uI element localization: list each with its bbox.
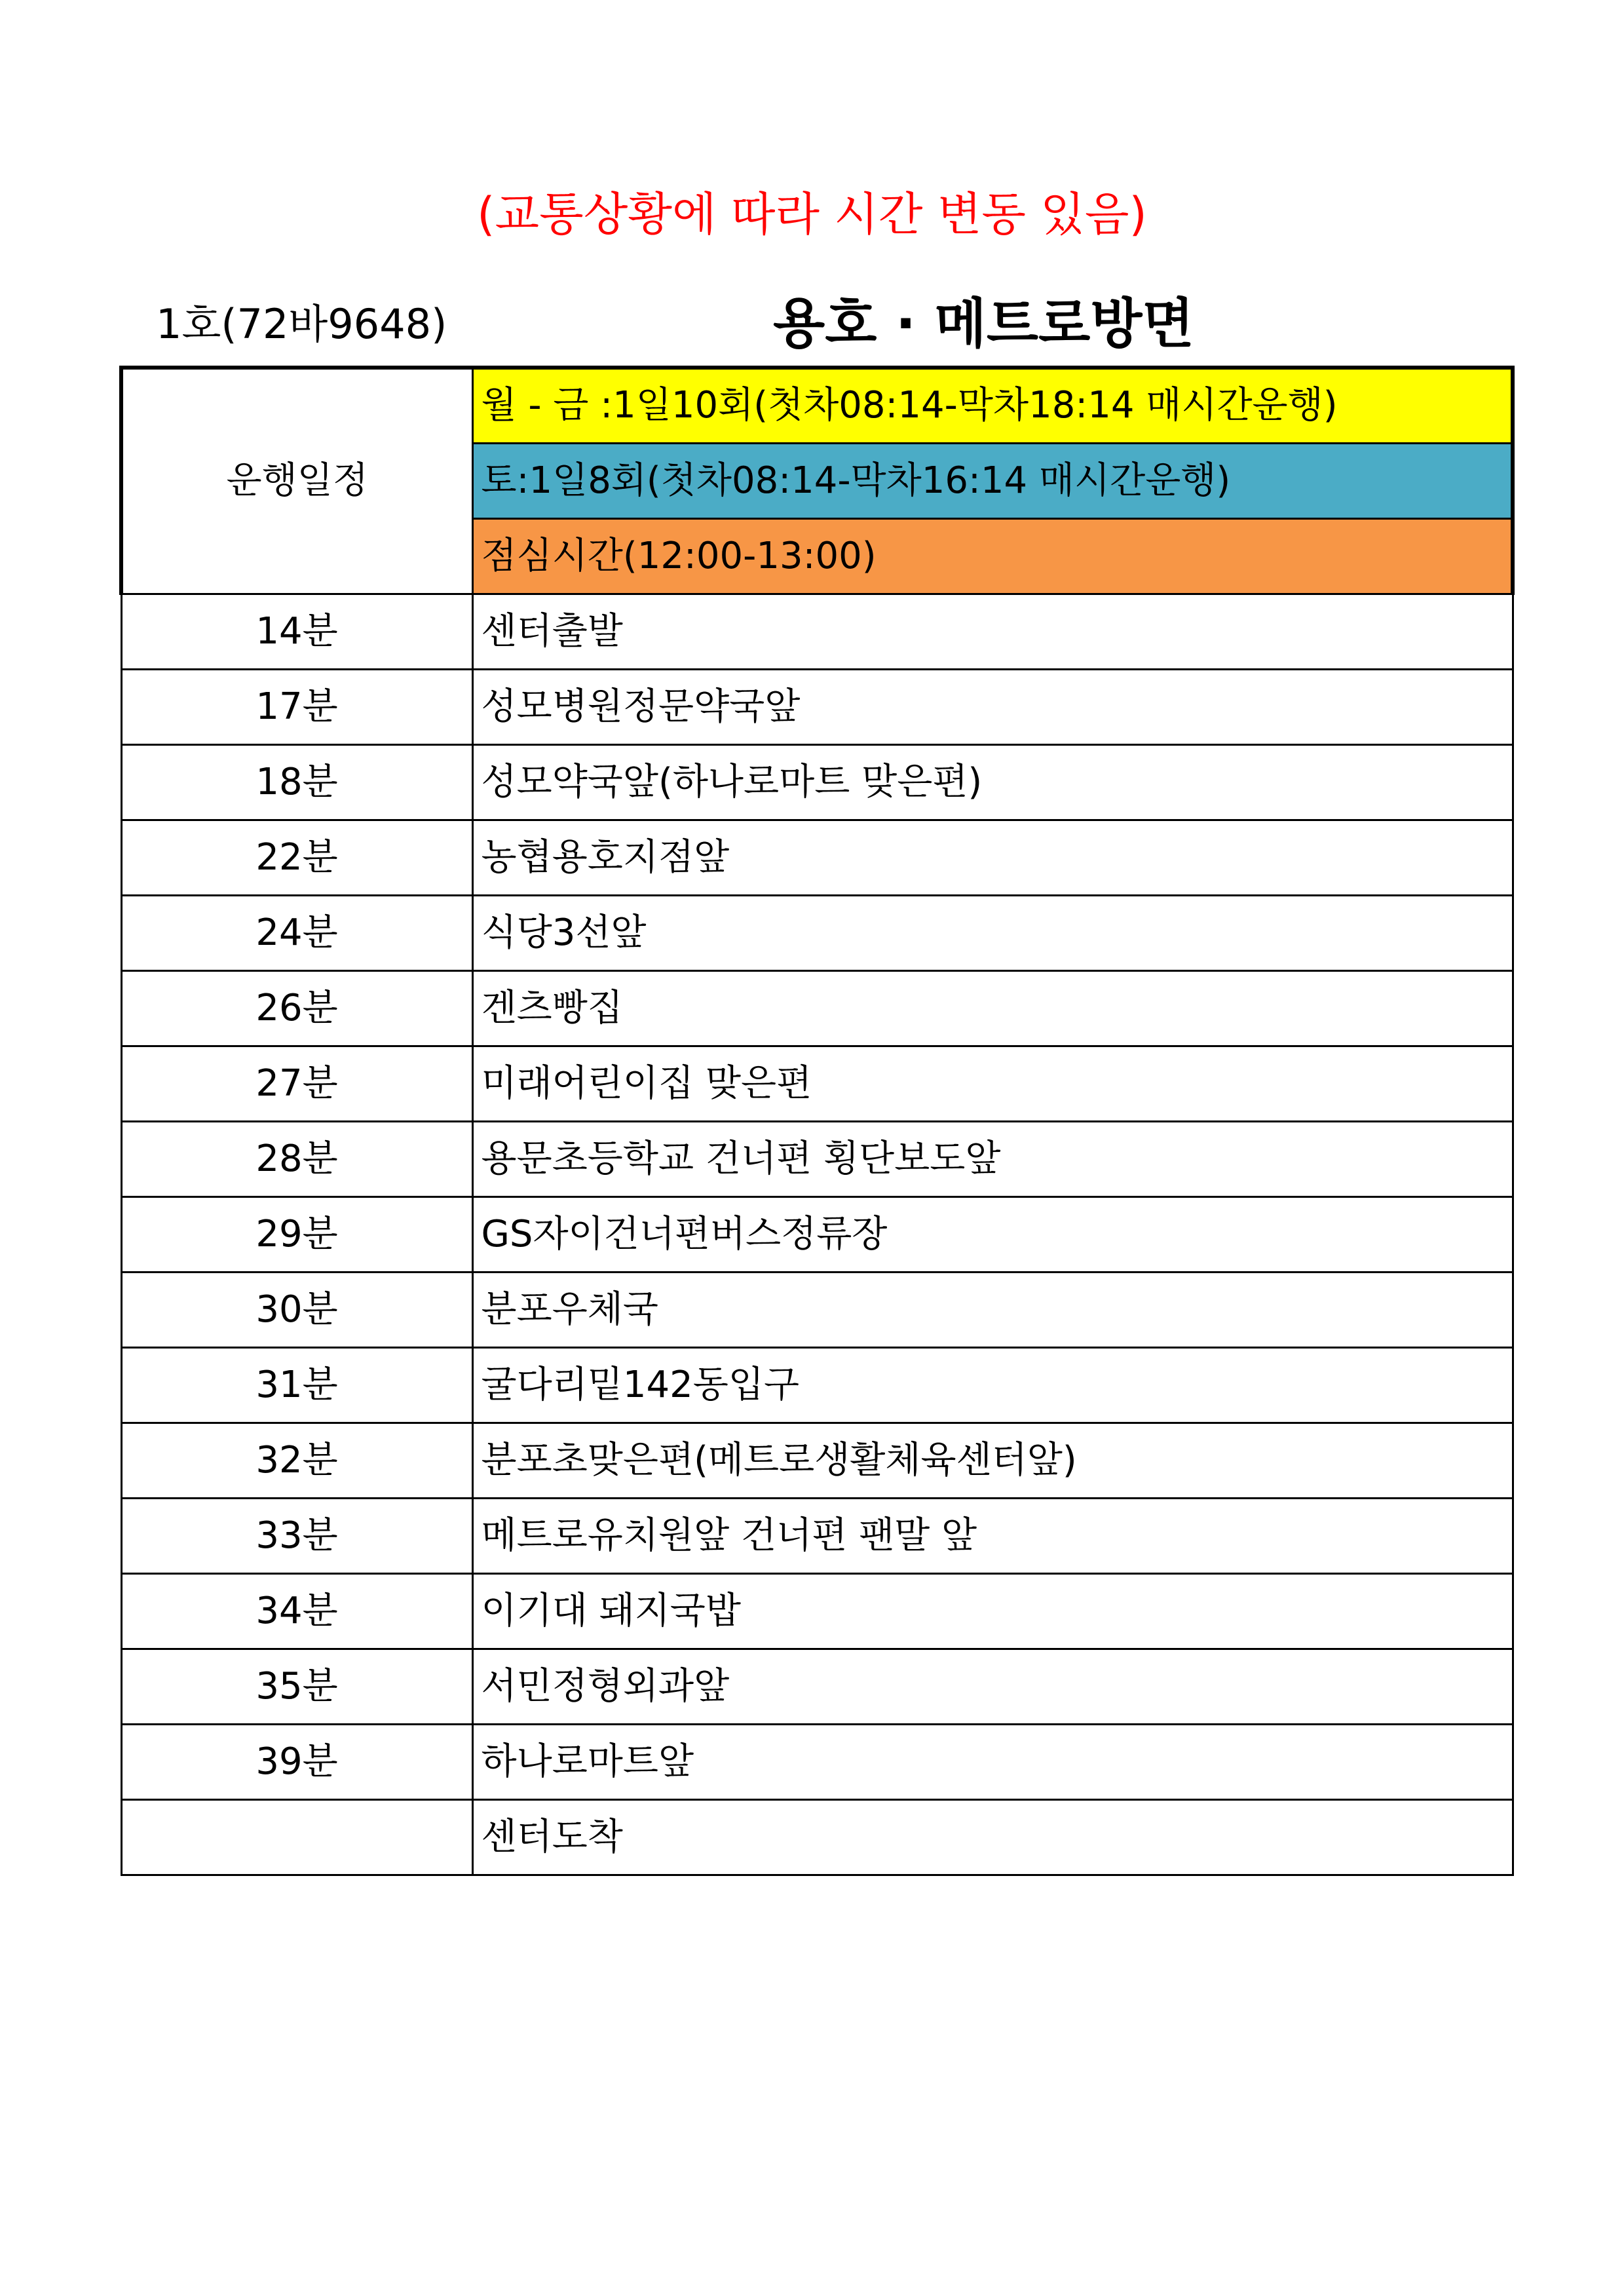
- schedule-label: 운행일정: [121, 368, 472, 594]
- stop-name: 용문초등학교 건너편 횡단보도앞: [472, 1121, 1513, 1196]
- stop-name: 겐츠빵집: [472, 970, 1513, 1046]
- stop-name: 센터출발: [472, 594, 1513, 669]
- stop-name: 농협용호지점앞: [472, 820, 1513, 895]
- stop-time: 35분: [121, 1649, 472, 1724]
- schedule-lunch: 점심시간(12:00-13:00): [472, 518, 1513, 594]
- stop-time: 30분: [121, 1272, 472, 1347]
- schedule-weekday: 월 - 금 :1일10회(첫차08:14-막차18:14 매시간운행): [472, 368, 1513, 443]
- stop-row: [121, 895, 1513, 970]
- stop-row: [121, 669, 1513, 744]
- stop-name: 성모약국앞(하나로마트 맞은편): [472, 744, 1513, 820]
- stop-name: 성모병원정문약국앞: [472, 669, 1513, 744]
- stop-name: 센터도착: [472, 1799, 1513, 1875]
- stop-name: 미래어린이집 맞은편: [472, 1046, 1513, 1121]
- stop-row: [121, 1423, 1513, 1498]
- stop-time: 14분: [121, 594, 472, 669]
- stop-name: 하나로마트앞: [472, 1724, 1513, 1799]
- schedule-row-weekday: [121, 368, 1513, 443]
- stop-time: 27분: [121, 1046, 472, 1121]
- traffic-notice: (교통상황에 따라 시간 변동 있음): [477, 187, 1147, 241]
- stop-time: 28분: [121, 1121, 472, 1196]
- stop-time: 22분: [121, 820, 472, 895]
- stop-row: [121, 970, 1513, 1046]
- stop-row: [121, 820, 1513, 895]
- stop-row: [121, 1272, 1513, 1347]
- stop-name: 메트로유치원앞 건너편 팬말 앞: [472, 1498, 1513, 1573]
- stop-row: [121, 1498, 1513, 1573]
- stop-row: [121, 1046, 1513, 1121]
- schedule-saturday: 토:1일8회(첫차08:14-막차16:14 매시간운행): [472, 443, 1513, 518]
- stop-row: [121, 1196, 1513, 1272]
- stop-name: 서민정형외과앞: [472, 1649, 1513, 1724]
- stop-name: 굴다리밑142동입구: [472, 1347, 1513, 1423]
- stop-time: 29분: [121, 1196, 472, 1272]
- stop-time: 32분: [121, 1423, 472, 1498]
- stop-time: [121, 1799, 472, 1875]
- stop-row: [121, 1347, 1513, 1423]
- stop-name: GS자이건너편버스정류장: [472, 1196, 1513, 1272]
- stop-row: [121, 1573, 1513, 1649]
- route-title: 용호 · 메트로방면: [773, 293, 1194, 355]
- stop-time: 24분: [121, 895, 472, 970]
- stop-time: 34분: [121, 1573, 472, 1649]
- stop-name: 분포우체국: [472, 1272, 1513, 1347]
- stop-time: 18분: [121, 744, 472, 820]
- stop-time: 26분: [121, 970, 472, 1046]
- stop-name: 식당3선앞: [472, 895, 1513, 970]
- stop-time: 17분: [121, 669, 472, 744]
- stop-time: 33분: [121, 1498, 472, 1573]
- stop-row: [121, 1724, 1513, 1799]
- stop-time: 39분: [121, 1724, 472, 1799]
- stop-row: [121, 1799, 1513, 1875]
- stop-row: [121, 1121, 1513, 1196]
- stop-row: [121, 744, 1513, 820]
- stop-row: [121, 594, 1513, 669]
- stop-row: [121, 1649, 1513, 1724]
- stop-name: 이기대 돼지국밥: [472, 1573, 1513, 1649]
- vehicle-number: 1호(72바9648): [156, 300, 447, 348]
- stop-time: 31분: [121, 1347, 472, 1423]
- schedule-table: [119, 366, 1515, 1876]
- stop-name: 분포초맞은편(메트로생활체육센터앞): [472, 1423, 1513, 1498]
